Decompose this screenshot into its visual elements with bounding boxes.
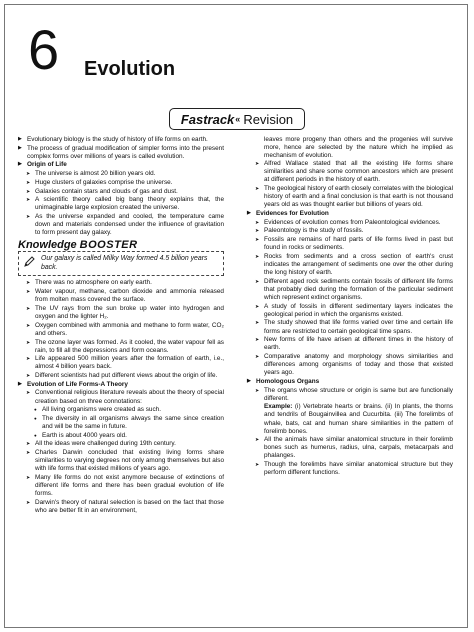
chevron-icon: « [235, 114, 241, 124]
right-list [247, 160, 453, 402]
bullet-item: ➤ All the ideas were challenged during 19th century. [18, 440, 224, 448]
bullet-item: ➤ Water vapour, methane, carbon dioxide and ammonia released from molten mass covered the surface. [18, 288, 224, 304]
bullet-item: ▶ The process of gradual modification of simpler forms into the present complex forms over millions of years is called evolution. [18, 145, 224, 161]
section-heading: ▶ Evidences for Evolution [247, 210, 453, 218]
bullet-item: ➤ The organs whose structure or origin is same but are functionally different. [247, 387, 453, 403]
bullet-item: ● Earth is about 4000 years old. [18, 432, 224, 440]
bullet-item: ➤ Life appeared 500 million years after the formation of earth, i.e., almost 4 billion years back. [18, 355, 224, 371]
bullet-item: ➤ Charles Darwin concluded that existing living forms share similarities to varying degrees not only among themselves but also with life forms that existed millions of years ago. [18, 449, 224, 473]
bullet-item: ➤ There was no atmosphere on early earth. [18, 279, 224, 287]
bullet-item: ● The diversity in all organisms always the same since creation and will be the same in future. [18, 415, 224, 431]
left-list-2 [18, 279, 224, 515]
bullet-item: ➤ Huge clusters of galaxies comprise the universe. [18, 179, 224, 187]
chapter-number: 6 [28, 18, 60, 81]
bullet-item: ▶ Evolutionary biology is the study of history of life forms on earth. [18, 136, 224, 144]
bullet-item: ➤ Darwin's theory of natural selection is based on the fact that those who are better fit in an environment, [18, 499, 224, 515]
bullet-item: ➤ Alfred Wallace stated that all the existing life forms share similarities and share some common ancestors which are present at different periods in the history of earth. [247, 160, 453, 184]
bullet-item: ➤ The study showed that life forms varied over time and certain life forms are restricted to certain geological time spans. [247, 319, 453, 335]
bullet-item: ➤ Fossils are remains of hard parts of life forms lived in past but found in rocks or sediments. [247, 236, 453, 252]
bullet-item: ● All living organisms were created as such. [18, 406, 224, 414]
bullet-item: ➤ The geological history of earth closely correlates with the biological history of earth and a final conclusion is that earth is not thousand years old as was thought earlier but billions of years old. [247, 185, 453, 209]
bullet-item: ➤ Though the forelimbs have similar anatomical structure but they perform different functions. [247, 461, 453, 477]
chapter-title: Evolution [84, 58, 176, 80]
bullet-item: ➤ The universe is almost 20 billion years old. [18, 170, 224, 178]
bullet-item: ➤ Galaxies contain stars and clouds of gas and dust. [18, 188, 224, 196]
booster-text: Our galaxy is called Milky Way formed 4.5 billion years back. [41, 255, 208, 271]
booster-body [18, 251, 224, 276]
bullet-item: ➤ The UV rays from the sun broke up water into hydrogen and oxygen and the lighter H₂. [18, 305, 224, 321]
bullet-item: ➤ A study of fossils in different sedimentary layers indicates the geological period in which the organisms existed. [247, 303, 453, 319]
pen-icon [23, 256, 35, 268]
bullet-item: ➤ The ozone layer was formed. As it cooled, the water vapour fell as rain, to fill all the depressions and form oceans. [18, 339, 224, 355]
bullet-item: ➤ Oxygen combined with ammonia and methane to form water, CO₂ and others. [18, 322, 224, 338]
example-text: (i) Vertebrate hearts or brains. (ii) In plants, the thorns and tendrils of Bougainvillea and Cucurbita. (iii) The forelimbs of whale, bats, cat and human share similarities in the pattern of forelimb bones. [264, 403, 453, 435]
right-list-2 [247, 436, 453, 477]
left-list [18, 136, 224, 237]
section-heading: ▶ Evolution of Life Forms-A Theory [18, 381, 224, 389]
bullet-item: ➤ As the universe expanded and cooled, the temperature came down and materials condensed under the influence of gravitation to form present day galaxy. [18, 213, 224, 237]
bullet-item: ➤ All the animals have similar anatomical structure in their forelimb bones such as humerus, radius, ulna, carpals, metacarpals and phalanges. [247, 436, 453, 460]
banner-regular: Revision [243, 111, 294, 127]
bullet-item: ➤ Paleontology is the study of fossils. [247, 227, 453, 235]
bullet-item: ➤ Evidences of evolution comes from Paleontological evidences. [247, 219, 453, 227]
banner-bold: Fastrack [180, 111, 235, 127]
section-heading: ▶ Homologous Organs [247, 378, 453, 386]
left-column [18, 136, 224, 516]
booster-title [18, 239, 224, 251]
right-column [247, 136, 453, 477]
bullet-item: ➤ Different scientists had put different views about the origin of life. [18, 372, 224, 380]
booster-title-b: BOOSTER [79, 239, 138, 252]
example-paragraph [247, 403, 453, 435]
bullet-item: ➤ New forms of life have arisen at different times in the history of earth. [247, 336, 453, 352]
bullet-item: ➤ Many life forms do not exist anymore because of extinctions of different life forms and there has been gradual evolution of life forms. [18, 474, 224, 498]
example-label: Example: [264, 403, 293, 411]
booster-title-a: Knowledge [18, 239, 77, 252]
section-heading: ▶ Origin of Life [18, 161, 224, 169]
fastrack-revision-banner [169, 108, 305, 130]
bullet-item: ➤ Conventional religious literature reveals about the theory of special creation based on three connotations: [18, 389, 224, 405]
continued-text: leaves more progeny than others and the progenies will survive more, hence are selected by the nature which he implied as mechanism of evolution. [264, 136, 453, 160]
bullet-item: ➤ Comparative anatomy and morphology shows similarities and differences among organisms of today and those that existed years ago. [247, 353, 453, 377]
bullet-item: ➤ Different aged rock sediments contain fossils of different life forms that probably died during the formation of the particular sediment which represent extinct organisms. [247, 278, 453, 302]
knowledge-booster [18, 239, 224, 276]
bullet-item: ➤ A scientific theory called big bang theory explains that, the unimaginable large explosion created the universe. [18, 196, 224, 212]
bullet-item: ➤ Rocks from sediments and a cross section of earth's crust indicates the arrangement of sediments one over the other during the long history of earth. [247, 253, 453, 277]
